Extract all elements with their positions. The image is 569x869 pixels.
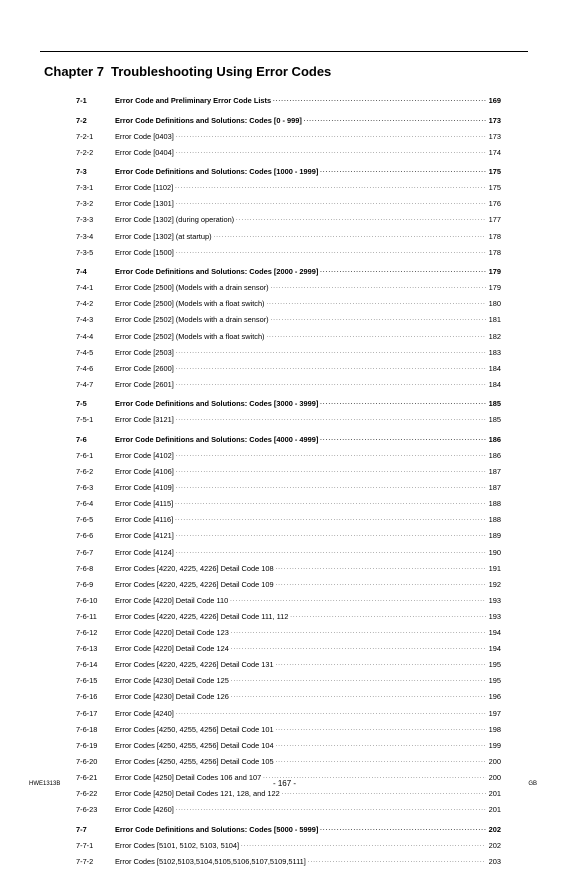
toc-entry-title: Error Code Definitions and Solutions: Codes [3000 - 3999] xyxy=(115,399,319,409)
toc-entry-title: Error Code [1302] (at startup) xyxy=(115,231,212,241)
toc-entry-page: 174 xyxy=(488,147,501,157)
toc-entry-title: Error Codes [5102,5103,5104,5105,5106,5107,5109,5111] xyxy=(115,856,306,866)
dot-leader xyxy=(320,823,486,834)
toc-entry-title: Error Code [4220] Detail Code 110 xyxy=(115,595,229,605)
toc-entry[interactable] xyxy=(76,527,501,543)
dot-leader xyxy=(304,114,486,125)
toc-entry-page: 197 xyxy=(488,708,501,718)
dot-leader xyxy=(267,297,486,308)
toc-section[interactable] xyxy=(76,392,501,412)
toc-entry-number: 7-6-16 xyxy=(76,692,98,702)
toc-entry-title: Error Code [1102] xyxy=(115,183,174,193)
toc-entry-title: Error Code [0403] xyxy=(115,131,174,141)
toc-entry-number: 7-6-18 xyxy=(76,724,98,734)
toc-entry-title: Error Codes [4220, 4225, 4226] Detail Code 131 xyxy=(115,660,274,670)
toc-entry[interactable] xyxy=(76,376,501,392)
toc-entry-number: 7-6-2 xyxy=(76,467,94,477)
toc-entry-number: 7-4-7 xyxy=(76,379,94,389)
dot-leader xyxy=(276,723,486,734)
toc-entry-page: 200 xyxy=(488,772,501,782)
toc-entry[interactable] xyxy=(76,447,501,463)
dot-leader xyxy=(231,690,486,701)
toc-entry-page: 195 xyxy=(488,660,501,670)
toc-entry-page: 185 xyxy=(488,415,501,425)
toc-entry-page: 176 xyxy=(488,199,501,209)
toc-entry-page: 193 xyxy=(488,611,501,621)
toc-section[interactable] xyxy=(76,160,501,180)
toc-entry-title: Error Codes [4250, 4255, 4256] Detail Code 104 xyxy=(115,740,274,750)
toc-entry[interactable] xyxy=(76,837,501,853)
toc-entry[interactable] xyxy=(76,624,501,640)
toc-entry-number: 7-6-23 xyxy=(76,805,98,815)
toc-entry-number: 7-3-5 xyxy=(76,247,94,257)
dot-leader xyxy=(320,165,486,176)
toc-entry[interactable] xyxy=(76,721,501,737)
toc-entry-page: 188 xyxy=(488,515,501,525)
dot-leader xyxy=(320,433,486,444)
toc-entry-page: 179 xyxy=(488,283,501,293)
toc-entry[interactable] xyxy=(76,144,501,160)
toc-section[interactable] xyxy=(76,108,501,128)
toc-section[interactable] xyxy=(76,92,501,108)
toc-entry-page: 200 xyxy=(488,756,501,766)
toc-entry-page: 184 xyxy=(488,363,501,373)
dot-leader xyxy=(276,578,486,589)
toc-entry-page: 173 xyxy=(488,131,501,141)
toc-entry[interactable] xyxy=(76,608,501,624)
toc-entry-page: 180 xyxy=(488,299,501,309)
toc-entry-number: 7-6-15 xyxy=(76,676,98,686)
toc-entry[interactable] xyxy=(76,311,501,327)
dot-leader xyxy=(230,594,486,605)
toc-entry-number: 7-4-1 xyxy=(76,283,94,293)
dot-leader xyxy=(282,787,486,798)
toc-entry-page: 192 xyxy=(488,579,501,589)
toc-entry[interactable] xyxy=(76,360,501,376)
dot-leader xyxy=(176,413,486,424)
toc-entry-number: 7-7-1 xyxy=(76,840,94,850)
toc-entry[interactable] xyxy=(76,244,501,260)
toc-entry-title: Error Code [4102] xyxy=(115,451,174,460)
toc-entry-title: Error Code [4121] xyxy=(115,531,174,541)
toc-entry-title: Error Code [1500] xyxy=(115,247,174,257)
dot-leader xyxy=(320,265,486,276)
toc-entry-number: 7-6-7 xyxy=(76,547,94,557)
toc-entry-title: Error Code [2600] xyxy=(115,363,174,373)
toc-entry-number: 7-6-5 xyxy=(76,515,94,525)
dot-leader xyxy=(176,362,486,373)
toc-entry[interactable] xyxy=(76,560,501,576)
toc-entry-number: 7-1 xyxy=(76,96,87,105)
toc-entry[interactable] xyxy=(76,279,501,295)
toc-entry-title: Error Code [1302] (during operation) xyxy=(115,215,235,225)
toc-entry-title: Error Code [2502] (Models with a float switch) xyxy=(115,331,265,341)
toc-entry-page: 190 xyxy=(488,547,501,557)
toc-entry[interactable] xyxy=(76,704,501,720)
toc-entry-number: 7-6-1 xyxy=(76,451,94,460)
toc-entry[interactable] xyxy=(76,592,501,608)
toc-entry-number: 7-3 xyxy=(76,167,87,177)
toc-entry[interactable] xyxy=(76,128,501,144)
toc-entry-page: 191 xyxy=(488,563,501,573)
dot-leader xyxy=(175,497,486,508)
toc-entry-number: 7-6-4 xyxy=(76,499,94,509)
toc-entry-number: 7-4-5 xyxy=(76,347,94,357)
toc-entry[interactable] xyxy=(76,227,501,243)
toc-entry-title: Error Code Definitions and Solutions: Codes [5000 - 5999] xyxy=(115,824,319,834)
toc-entry[interactable] xyxy=(76,656,501,672)
toc-entry-number: 7-2-2 xyxy=(76,147,94,157)
dot-leader xyxy=(176,130,486,141)
toc-entry-title: Error Code [4230] Detail Code 126 xyxy=(115,692,229,702)
dot-leader xyxy=(175,513,486,524)
toc-entry-number: 7-6-17 xyxy=(76,708,98,718)
dot-leader xyxy=(308,855,486,866)
toc-entry-title: Error Code [2601] xyxy=(115,379,174,389)
toc-entry[interactable] xyxy=(76,511,501,527)
toc-entry-title: Error Code [4116] xyxy=(115,515,174,525)
toc-entry-page: 203 xyxy=(488,856,501,866)
toc-entry-title: Error Code [4109] xyxy=(115,483,174,493)
dot-leader xyxy=(236,213,486,224)
toc-entry-number: 7-6-13 xyxy=(76,644,98,654)
toc-entry-number: 7-2-1 xyxy=(76,131,94,141)
toc-entry-number: 7-6-3 xyxy=(76,483,94,493)
toc-entry-title: Error Code [3121] xyxy=(115,415,174,425)
toc-entry-title: Error Code Definitions and Solutions: Codes [1000 - 1999] xyxy=(115,167,319,177)
toc-entry-number: 7-3-4 xyxy=(76,231,94,241)
toc-entry-page: 185 xyxy=(488,399,501,409)
toc-entry[interactable] xyxy=(76,463,501,479)
dot-leader xyxy=(271,281,486,292)
dot-leader xyxy=(176,246,486,257)
dot-leader xyxy=(176,346,486,357)
toc-entry[interactable] xyxy=(76,672,501,688)
toc-entry-page: 193 xyxy=(488,595,501,605)
toc-entry-title: Error Code and Preliminary Error Code Lists xyxy=(115,96,272,105)
dot-leader xyxy=(267,330,486,341)
toc-entry-title: Error Code Definitions and Solutions: Codes [4000 - 4999] xyxy=(115,434,319,444)
toc-entry[interactable] xyxy=(76,753,501,769)
toc-entry[interactable] xyxy=(76,543,501,559)
chapter-title: Troubleshooting Using Error Codes xyxy=(111,64,332,79)
toc-entry[interactable] xyxy=(76,327,501,343)
toc-entry[interactable] xyxy=(76,853,501,869)
toc-entry-number: 7-3-3 xyxy=(76,215,94,225)
toc-entry-title: Error Code [4106] xyxy=(115,467,174,477)
toc-entry-number: 7-4-2 xyxy=(76,299,94,309)
toc-entry-page: 181 xyxy=(488,315,501,325)
toc-entry[interactable] xyxy=(76,179,501,195)
toc-entry-title: Error Code Definitions and Solutions: Codes [0 - 999] xyxy=(115,115,302,125)
dot-leader xyxy=(176,378,486,389)
toc-entry-title: Error Code [4260] xyxy=(115,805,174,815)
toc-entry-number: 7-6-20 xyxy=(76,756,98,766)
chapter-number: Chapter 7 xyxy=(44,64,104,79)
toc-entry-title: Error Codes [4220, 4225, 4226] Detail Code 109 xyxy=(115,579,274,589)
toc-entry-title: Error Code [2503] xyxy=(115,347,174,357)
toc-entry-number: 7-4-4 xyxy=(76,331,94,341)
toc-entry-number: 7-7-2 xyxy=(76,856,94,866)
toc-entry-page: 179 xyxy=(488,267,501,277)
toc-entry-title: Error Code [4250] Detail Codes 106 and 107 xyxy=(115,772,262,782)
toc-entry-number: 7-6-6 xyxy=(76,531,94,541)
dot-leader xyxy=(176,146,486,157)
chapter-heading xyxy=(44,64,331,79)
toc-entry-title: Error Code [4124] xyxy=(115,547,174,557)
dot-leader xyxy=(176,546,486,557)
toc-entry-number: 7-5 xyxy=(76,399,87,409)
dot-leader xyxy=(276,658,486,669)
dot-leader xyxy=(276,562,486,573)
toc-entry-title: Error Code [2502] (Models with a drain sensor) xyxy=(115,315,269,325)
toc-entry-number: 7-6-8 xyxy=(76,563,94,573)
toc-entry[interactable] xyxy=(76,344,501,360)
toc-entry-page: 183 xyxy=(488,347,501,357)
toc-entry-page: 201 xyxy=(488,788,501,798)
dot-leader xyxy=(276,755,486,766)
toc-entry-number: 7-6-9 xyxy=(76,579,94,589)
dot-leader xyxy=(176,197,486,208)
toc-entry-title: Error Codes [4220, 4225, 4226] Detail Code 111, 112 xyxy=(115,611,289,621)
toc-entry-page: 178 xyxy=(488,247,501,257)
dot-leader xyxy=(231,674,486,685)
toc-entry[interactable] xyxy=(76,640,501,656)
toc-entry-page: 188 xyxy=(488,499,501,509)
footer-region: GB xyxy=(528,781,537,787)
dot-leader xyxy=(214,230,486,241)
toc-entry-number: 7-6-12 xyxy=(76,628,98,638)
toc-section[interactable] xyxy=(76,260,501,280)
toc-entry-page: 169 xyxy=(488,96,501,105)
toc-section[interactable] xyxy=(76,427,501,447)
toc-entry-title: Error Code [4250] Detail Codes 121, 128, and 122 xyxy=(115,788,280,798)
toc-entry-number: 7-3-1 xyxy=(76,183,94,193)
toc-entry-title: Error Code [2500] (Models with a drain sensor) xyxy=(115,283,269,293)
toc-section[interactable] xyxy=(76,817,501,837)
toc-entry-page: 186 xyxy=(488,451,501,460)
toc-entry-number: 7-6-10 xyxy=(76,595,98,605)
toc-entry-title: Error Code [0404] xyxy=(115,147,174,157)
toc-entry[interactable] xyxy=(76,479,501,495)
toc-entry-title: Error Code Definitions and Solutions: Codes [2000 - 2999] xyxy=(115,267,319,277)
dot-leader xyxy=(176,707,486,718)
toc-entry-number: 7-4-6 xyxy=(76,363,94,373)
toc-entry-page: 202 xyxy=(488,824,501,834)
toc-entry-title: Error Code [4115] xyxy=(115,499,174,509)
toc-entry-number: 7-2 xyxy=(76,115,87,125)
toc-entry-page: 198 xyxy=(488,724,501,734)
toc-entry-page: 202 xyxy=(488,840,501,850)
toc-entry-number: 7-6-21 xyxy=(76,772,98,782)
toc-entry-number: 7-3-2 xyxy=(76,199,94,209)
toc-entry-title: Error Codes [4250, 4255, 4256] Detail Code 101 xyxy=(115,724,274,734)
dot-leader xyxy=(320,397,486,408)
footer-doc-code: HWE1313B xyxy=(29,781,61,787)
dot-leader xyxy=(271,313,486,324)
toc-entry-title: Error Code [4220] Detail Code 124 xyxy=(115,644,229,654)
dot-leader xyxy=(241,839,486,850)
toc-entry-page: 177 xyxy=(488,215,501,225)
toc-entry-page: 189 xyxy=(488,531,501,541)
toc-entry-title: Error Codes [5101, 5102, 5103, 5104] xyxy=(115,840,240,850)
dot-leader xyxy=(231,642,486,653)
toc-entry-number: 7-7 xyxy=(76,824,87,834)
toc-entry[interactable] xyxy=(76,688,501,704)
toc-entry-page: 199 xyxy=(488,740,501,750)
footer-page-number: - 167 - xyxy=(272,779,297,788)
toc-entry-title: Error Code [2500] (Models with a float switch) xyxy=(115,299,265,309)
toc-entry-number: 7-6-22 xyxy=(76,788,98,798)
dot-leader xyxy=(176,529,486,540)
toc-entry-number: 7-5-1 xyxy=(76,415,94,425)
toc-entry-page: 187 xyxy=(488,467,501,477)
toc-entry[interactable] xyxy=(76,495,501,511)
toc-entry-page: 175 xyxy=(488,183,501,193)
toc-entry-page: 178 xyxy=(488,231,501,241)
toc-entry-title: Error Code [1301] xyxy=(115,199,174,209)
toc-entry-number: 7-6-19 xyxy=(76,740,98,750)
toc-entry-title: Error Code [4220] Detail Code 123 xyxy=(115,628,229,638)
toc-entry-title: Error Codes [4220, 4225, 4226] Detail Code 108 xyxy=(115,563,274,573)
dot-leader xyxy=(290,610,486,621)
header-rule xyxy=(40,51,528,52)
toc-entry-number: 7-4 xyxy=(76,267,87,277)
dot-leader xyxy=(176,465,486,476)
toc-entry-page: 175 xyxy=(488,167,501,177)
toc-entry-page: 187 xyxy=(488,483,501,493)
toc-entry[interactable] xyxy=(76,411,501,427)
dot-leader xyxy=(273,94,486,105)
toc-entry-number: 7-4-3 xyxy=(76,315,94,325)
toc-entry-title: Error Codes [4250, 4255, 4256] Detail Code 105 xyxy=(115,756,274,766)
toc-entry-page: 184 xyxy=(488,379,501,389)
toc-entry-title: Error Code [4240] xyxy=(115,708,174,718)
dot-leader xyxy=(175,181,486,192)
toc-entry-page: 186 xyxy=(488,434,501,444)
toc-entry-page: 194 xyxy=(488,628,501,638)
toc-entry[interactable] xyxy=(76,211,501,227)
toc-entry-number: 7-6-14 xyxy=(76,660,98,670)
toc-entry[interactable] xyxy=(76,295,501,311)
toc-entry-page: 173 xyxy=(488,115,501,125)
toc-entry-page: 195 xyxy=(488,676,501,686)
dot-leader xyxy=(276,739,486,750)
dot-leader xyxy=(231,626,486,637)
toc-entry-number: 7-6-11 xyxy=(76,611,97,621)
dot-leader xyxy=(176,449,486,460)
toc-entry-page: 201 xyxy=(488,805,501,815)
table-of-contents xyxy=(76,92,501,869)
toc-entry[interactable] xyxy=(76,737,501,753)
toc-entry[interactable] xyxy=(76,576,501,592)
dot-leader xyxy=(176,481,486,492)
toc-entry-page: 196 xyxy=(488,692,501,702)
toc-entry-number: 7-6 xyxy=(76,434,87,444)
toc-entry-title: Error Code [4230] Detail Code 125 xyxy=(115,676,229,686)
toc-entry-page: 182 xyxy=(488,331,501,341)
toc-entry[interactable] xyxy=(76,195,501,211)
toc-entry-page: 194 xyxy=(488,644,501,654)
toc-entry[interactable] xyxy=(76,801,501,817)
